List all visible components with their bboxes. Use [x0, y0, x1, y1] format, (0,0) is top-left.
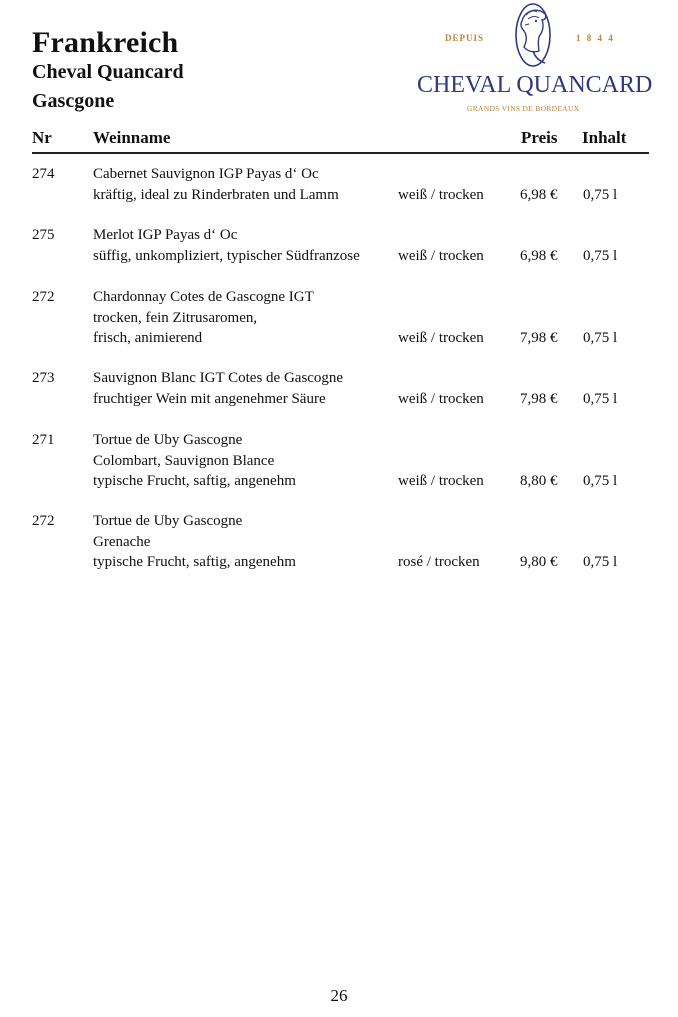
wine-type: rosé / trocken: [398, 554, 480, 570]
wine-description: [93, 164, 339, 205]
wine-price: 7,98 €: [520, 330, 558, 346]
wine-description: [93, 368, 343, 409]
wine-name: Merlot IGP Payas d‘ Oc: [93, 227, 238, 243]
wine-note: Colombart, Sauvignon Blance: [93, 452, 275, 469]
wine-number: 273: [32, 370, 55, 386]
wine-note: typische Frucht, saftig, angenehm: [93, 473, 296, 489]
wine-number: 272: [32, 513, 55, 529]
logo-year: 1 8 4 4: [576, 33, 615, 43]
wine-price: 8,80 €: [520, 473, 558, 489]
wine-type: weiß / trocken: [398, 186, 484, 203]
wine-name: Chardonnay Cotes de Gascogne IGT: [93, 289, 314, 305]
region-title: Gascgone: [32, 90, 115, 112]
wine-number: 275: [32, 227, 55, 243]
wine-volume: 0,75 l: [583, 390, 618, 407]
wine-name: Tortue de Uby Gascogne: [93, 432, 243, 448]
wine-name: Tortue de Uby Gascogne: [93, 513, 243, 529]
logo-depuis: DEPUIS: [445, 33, 485, 43]
logo-tagline: GRANDS VINS DE BORDEAUX: [467, 104, 580, 113]
wine-type: weiß / trocken: [398, 473, 484, 489]
wine-description: [93, 511, 296, 573]
wine-volume: 0,75 l: [583, 186, 618, 203]
wine-type: weiß / trocken: [398, 247, 484, 264]
wine-note: kräftig, ideal zu Rinderbraten und Lamm: [93, 186, 339, 203]
cheval-quancard-logo: [412, 0, 652, 120]
wine-volume: 0,75 l: [583, 330, 618, 346]
wine-price: 6,98 €: [520, 247, 558, 264]
wine-note: trocken, fein Zitrusaromen,: [93, 309, 258, 326]
header-divider: [32, 152, 649, 154]
wine-name: Sauvignon Blanc IGT Cotes de Gascogne: [93, 370, 344, 386]
wine-description: [93, 225, 360, 266]
wine-note: Grenache: [93, 533, 151, 550]
wine-type: weiß / trocken: [398, 390, 484, 407]
wine-note: frisch, animierend: [93, 330, 203, 346]
horse-head-icon: [505, 1, 561, 71]
column-header-nr: Nr: [32, 128, 52, 147]
column-header-volume: Inhalt: [582, 128, 627, 147]
wine-volume: 0,75 l: [583, 554, 618, 570]
page-number: 26: [330, 986, 348, 1005]
wine-note: fruchtiger Wein mit angenehmer Säure: [93, 390, 326, 407]
producer-title: Cheval Quancard: [32, 61, 184, 83]
country-title: Frankreich: [32, 26, 179, 59]
wine-volume: 0,75 l: [583, 473, 618, 489]
wine-name: Cabernet Sauvignon IGP Payas d‘ Oc: [93, 166, 319, 182]
wine-price: 9,80 €: [520, 554, 558, 570]
wine-number: 274: [32, 166, 55, 182]
column-header-name: Weinname: [93, 128, 171, 147]
wine-volume: 0,75 l: [583, 247, 618, 264]
wine-note: typische Frucht, saftig, angenehm: [93, 554, 296, 570]
wine-price: 6,98 €: [520, 186, 558, 203]
wine-note: süffig, unkompliziert, typischer Südfranzose: [93, 247, 360, 264]
wine-price: 7,98 €: [520, 390, 558, 407]
wine-description: [93, 430, 296, 492]
wine-number: 271: [32, 432, 55, 448]
wine-description: [93, 287, 314, 349]
column-header-price: Preis: [521, 128, 558, 147]
wine-type: weiß / trocken: [398, 330, 484, 346]
logo-brand: CHEVAL QUANCARD: [417, 72, 653, 98]
wine-number: 272: [32, 289, 55, 305]
